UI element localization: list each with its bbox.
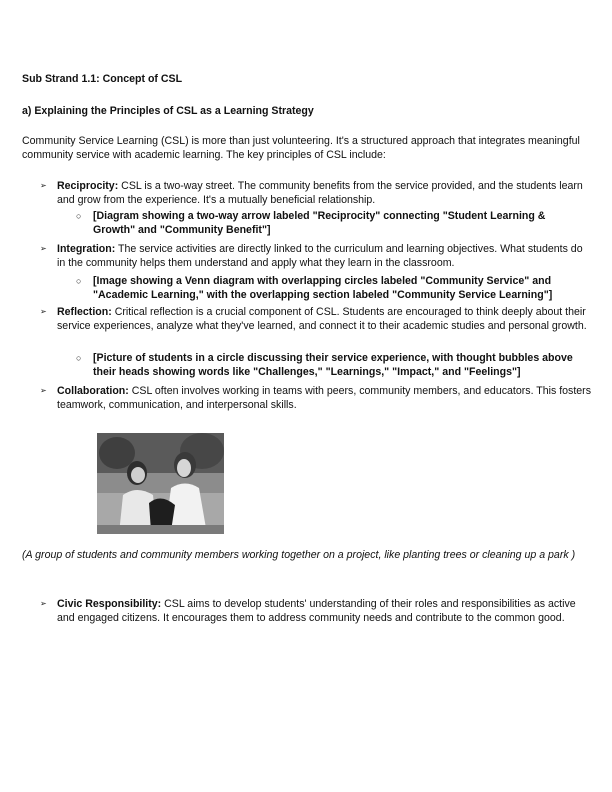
bullet-text: CSL aims to develop students' understanding of their roles and responsibilities as active and engaged citizens. It encourages them to address community needs and contribute to the common good. xyxy=(57,598,576,625)
circle-bullet-icon: ○ xyxy=(76,353,82,363)
bullet-term: Collaboration: xyxy=(57,385,129,397)
arrow-bullet-icon: ➢ xyxy=(40,307,47,316)
bullet-term: Civic Responsibility: xyxy=(57,598,162,610)
bullet-integration xyxy=(40,242,592,270)
subbullet-text: [Picture of students in a circle discussing their service experience, with thought bubbles above their heads showing words like "Challenges," "Learnings," "Impact," and "Feelings"] xyxy=(93,352,573,379)
bullet-civic-responsibility xyxy=(40,597,592,625)
circle-bullet-icon: ○ xyxy=(76,276,82,286)
bullet-collaboration xyxy=(40,384,592,412)
circle-bullet-icon: ○ xyxy=(76,211,82,221)
bullet-text: CSL often involves working in teams with peers, community members, and educators. This fosters teamwork, communication, and interpersonal skills. xyxy=(57,385,592,412)
bullet-text: The service activities are directly linked to the curriculum and learning objectives. What students do in the community helps them understand and apply what they learn in the classroom. xyxy=(57,243,583,270)
subbullet-venn-diagram xyxy=(76,274,588,302)
bullet-reciprocity xyxy=(40,179,592,207)
subsection-heading: a) Explaining the Principles of CSL as a Learning Strategy xyxy=(22,105,314,117)
photo-illustration xyxy=(97,433,224,534)
subbullet-discussion-picture xyxy=(76,351,588,379)
photo-caption: (A group of students and community members working together on a project, like planting trees or cleaning up a park ) xyxy=(22,549,576,561)
arrow-bullet-icon: ➢ xyxy=(40,244,47,253)
arrow-bullet-icon: ➢ xyxy=(40,181,47,190)
subbullet-text: [Diagram showing a two-way arrow labeled "Reciprocity" connecting "Student Learning & Growth" and "Community Benefit"] xyxy=(93,210,546,237)
bullet-term: Reflection: xyxy=(57,306,112,318)
subbullet-text: [Image showing a Venn diagram with overlapping circles labeled "Community Service" and "Academic Learning," with the overlapping section labeled "Community Service Learning"] xyxy=(93,275,553,302)
arrow-bullet-icon: ➢ xyxy=(40,599,47,608)
subbullet-reciprocity-diagram xyxy=(76,209,588,237)
arrow-bullet-icon: ➢ xyxy=(40,386,47,395)
bullet-term: Integration: xyxy=(57,243,116,255)
bullet-term: Reciprocity: xyxy=(57,180,119,192)
intro-paragraph: Community Service Learning (CSL) is more than just volunteering. It's a structured approach that integrates meaningful community service with academic learning. The key principles of CSL include: xyxy=(22,135,580,162)
bullet-text: Critical reflection is a crucial component of CSL. Students are encouraged to think deeply about their service experiences, analyze what they've learned, and connect it to their academic studies and personal growth. xyxy=(57,306,587,333)
students-volunteering-photo xyxy=(97,433,224,534)
bullet-reflection xyxy=(40,305,592,333)
section-heading: Sub Strand 1.1: Concept of CSL xyxy=(22,73,183,85)
bullet-text: CSL is a two-way street. The community benefits from the service provided, and the students learn and grow from the experience. It's a mutually beneficial relationship. xyxy=(57,180,583,207)
